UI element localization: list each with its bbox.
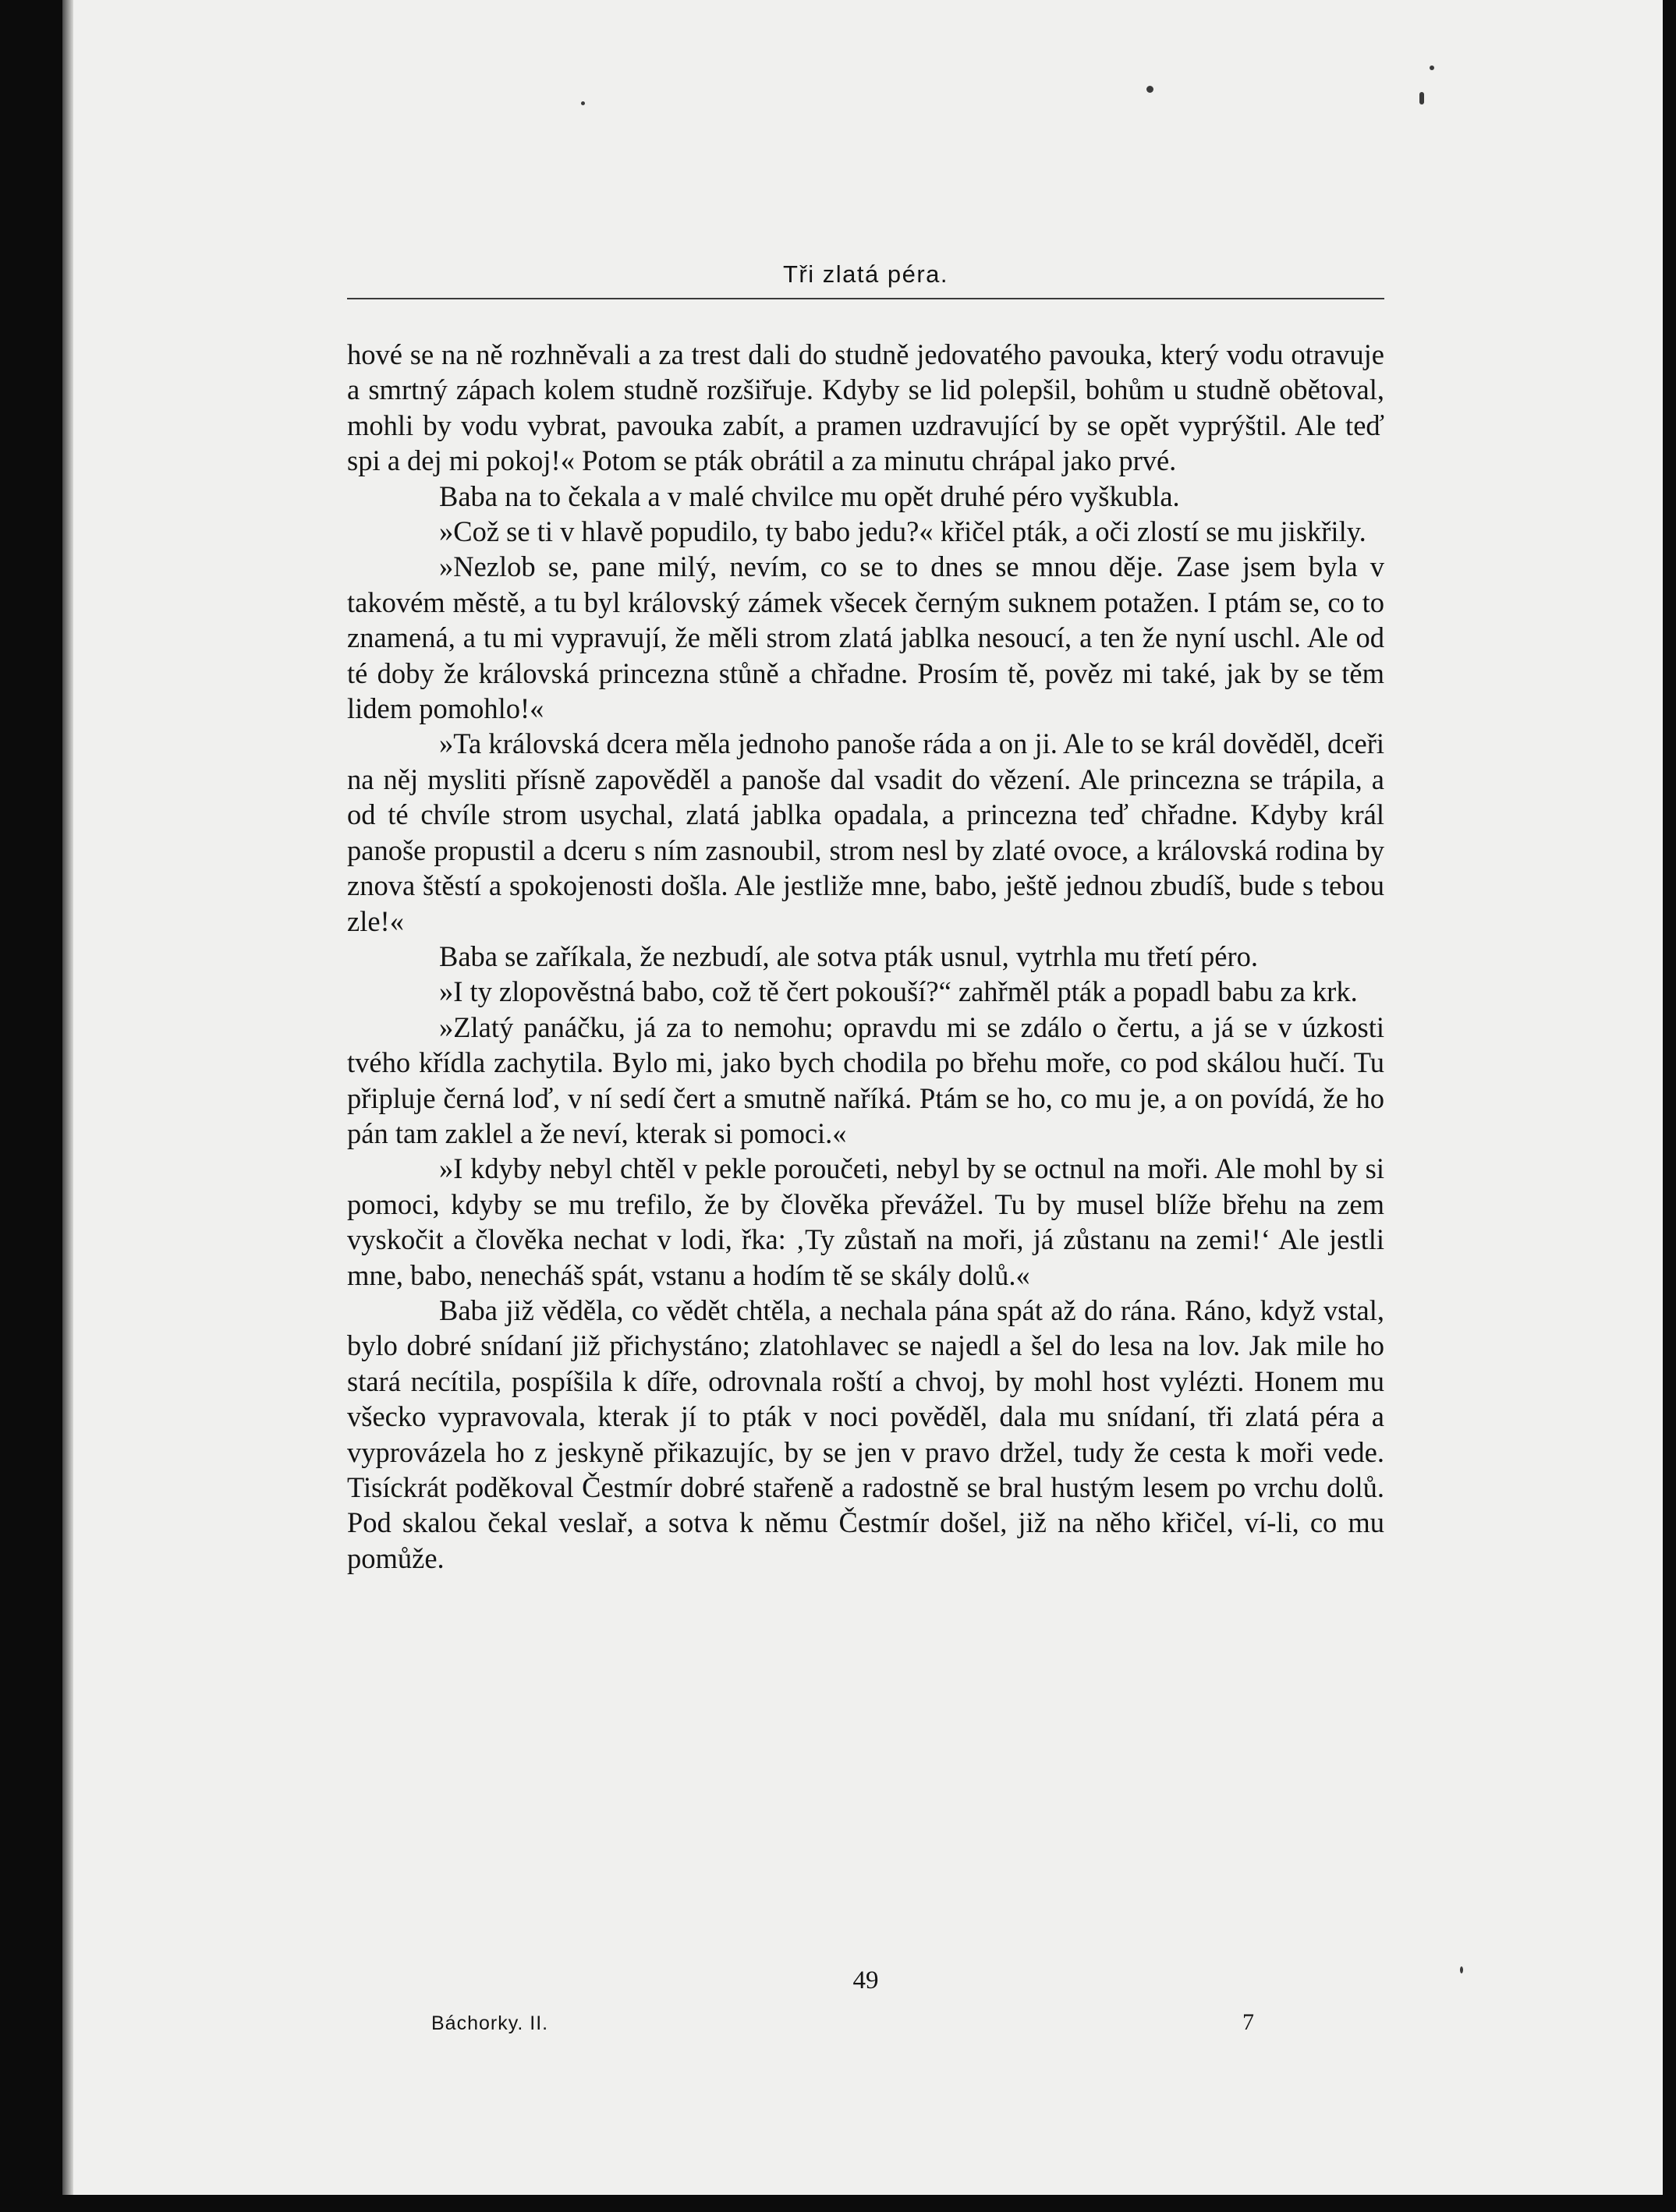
body-text	[347, 337, 1384, 1576]
page-number: 49	[852, 1966, 879, 1994]
scan-speck	[581, 101, 585, 105]
scan-speck	[1146, 86, 1153, 93]
signature-mark: 7	[1242, 2009, 1254, 2035]
scan-speck	[1430, 65, 1434, 70]
running-head: Tři zlatá péra.	[782, 260, 948, 288]
scan-speck	[1419, 92, 1424, 104]
paragraph: Baba již věděla, co vědět chtěla, a nechala pána spát až do rána. Ráno, když vstal, bylo dobré snídaní již přichystáno; zlatohlavec se najedl a šel do lesa na lov. Jak mile ho stará necítila, pospíšila k díře, odrovnala roští a chvoj, by mohl host vylézti. Honem mu všecko vypravovala, kterak jí to pták v noci pověděl, dala mu snídaní, tři zlatá péra a vyprovázela ho z jeskyně přikazujíc, by se jen v pravo držel, tudy že cesta k moři vede. Tisíckrát poděkoval Čestmír dobré stařeně a radostně se bral hustým lesem po vrchu dolů. Pod skalou čekal veslař, a sotva k němu Čestmír došel, již na něho křičel, ví-li, co mu pomůže.	[347, 1294, 1384, 1574]
header-rule	[347, 298, 1384, 299]
paragraph: Baba se zaříkala, že nezbudí, ale sotva pták usnul, vytrhla mu třetí péro.	[439, 940, 1259, 972]
signature-title: Báchorky. II.	[431, 2012, 549, 2034]
scan-border-shadow	[62, 0, 73, 2212]
paragraph: Baba na to čekala a v malé chvilce mu opět druhé péro vyškubla.	[439, 480, 1180, 512]
paragraph: »I kdyby nebyl chtěl v pekle poroučeti, nebyl by se octnul na moři. Ale mohl by si pomoci, kdyby se mu trefilo, že by člověka převážel. Tu by musel blíže břehu na zem vyskočit a člověka nechat v lodi, řka: ‚Ty zůstaň na moři, já zůstanu na zemi!‘ Ale jestli mne, babo, nenecháš spát, vstanu a hodím tě se skály dolů.«	[347, 1152, 1384, 1291]
paragraph: hové se na ně rozhněvali a za trest dali do studně jedovatého pavouka, který vodu otravuje a smrtný zápach kolem studně rozšiřuje. Kdyby se lid polepšil, bohům u studně obětoval, mohli by vodu vybrat, pavouka zabít, a pramen uzdravující by se opět vyprýštil. Ale teď spi a dej mi pokoj!« Potom se pták obrátil a za minutu chrápal jako prvé.	[347, 338, 1384, 477]
scan-border-right	[1663, 0, 1676, 2212]
paragraph: »Nezlob se, pane milý, nevím, co se to dnes se mnou děje. Zase jsem byla v takovém městě, a tu byl královský zámek všecek černým suknem potažen. I ptám se, co to znamená, a tu mi vypravují, že měli strom zlatá jablka nesoucí, a ten že nyní uschl. Ale od té doby že královská princezna stůně a chřadne. Prosím tě, pověz mi také, jak by se těm lidem pomohlo!«	[347, 550, 1384, 725]
scan-speck	[1460, 1966, 1463, 1973]
paragraph: »Zlatý panáčku, já za to nemohu; opravdu mi se zdálo o čertu, a já se v úzkosti tvého křídla zachytila. Bylo mi, jako bych chodila po břehu moře, co pod skálou hučí. Tu připluje černá loď, v ní sedí čert a smutně naříká. Ptám se ho, co mu je, a on povídá, že ho pán tam zaklel a že neví, kterak si pomoci.«	[347, 1010, 1384, 1149]
scan-border-bottom	[0, 2195, 1676, 2212]
paragraph: »Ta královská dcera měla jednoho panoše ráda a on ji. Ale to se král dověděl, dceři na něj mysliti přísně zapověděl a panoše dal vsadit do vězení. Ale princezna se trápila, a od té chvíle strom usychal, zlatá jablka opadala, a princezna teď chřadne. Kdyby král panoše propustil a dceru s ním zasnoubil, strom nesl by zlaté ovoce, a královská rodina by znova štěstí a spokojenosti došla. Ale jestliže mne, babo, ještě jednou zbudíš, bude s tebou zle!«	[347, 727, 1384, 937]
scan-border-left	[0, 0, 62, 2212]
paragraph: »Což se ti v hlavě popudilo, ty babo jedu?« křičel pták, a oči zlostí se mu jiskřily.	[439, 515, 1366, 548]
paragraph: »I ty zlopověstná babo, což tě čert pokouší?“ zahřměl pták a popadl babu za krk.	[439, 975, 1358, 1008]
